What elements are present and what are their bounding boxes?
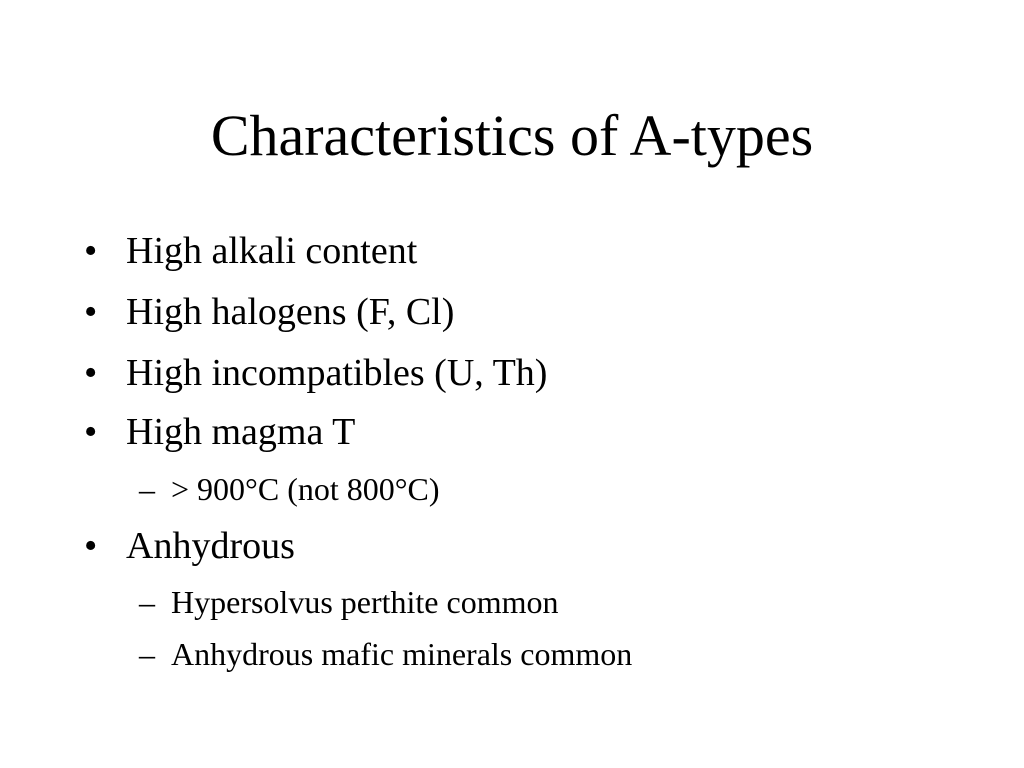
bullet-text: High incompatibles (U, Th): [126, 352, 548, 394]
bullet-text: High halogens (F, Cl): [126, 291, 455, 333]
sub-bullet-item: [139, 469, 440, 509]
bullet-marker: •: [84, 525, 98, 567]
bullet-text: High alkali content: [126, 230, 418, 272]
bullet-item: [84, 350, 547, 396]
sub-bullet-item: [139, 634, 632, 674]
sub-bullet-item: [139, 582, 558, 622]
bullet-text: Anhydrous: [126, 525, 295, 567]
sub-bullet-marker: –: [139, 471, 155, 507]
bullet-marker: •: [84, 230, 98, 272]
bullet-marker: •: [84, 411, 98, 453]
bullet-item: [84, 289, 454, 335]
sub-bullet-text: > 900°C (not 800°C): [171, 471, 440, 507]
sub-bullet-marker: –: [139, 636, 155, 672]
bullet-marker: •: [84, 291, 98, 333]
bullet-text: High magma T: [126, 411, 356, 453]
sub-bullet-marker: –: [139, 584, 155, 620]
bullet-item: [84, 228, 417, 274]
bullet-item: [84, 523, 295, 569]
slide-title: Characteristics of A-types: [210, 103, 814, 168]
bullet-marker: •: [84, 352, 98, 394]
sub-bullet-text: Hypersolvus perthite common: [171, 584, 559, 620]
sub-bullet-text: Anhydrous mafic minerals common: [171, 636, 633, 672]
bullet-item: [84, 409, 355, 455]
